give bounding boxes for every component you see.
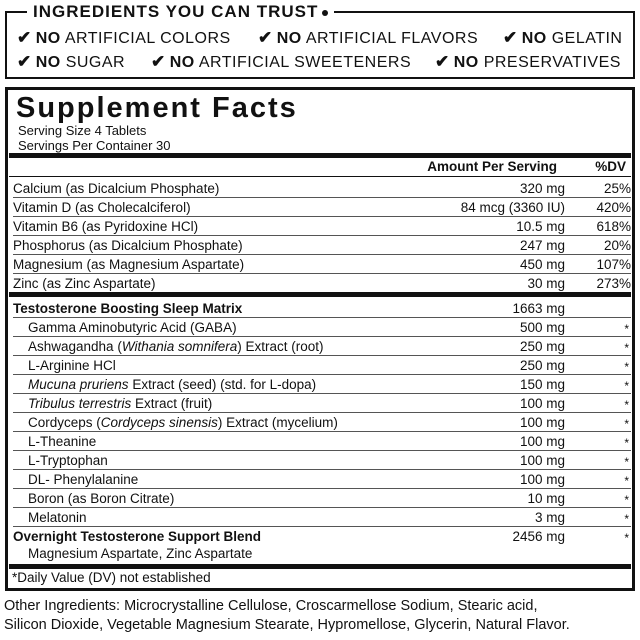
ingredient-row: Gamma Aminobutyric Acid (GABA) 500 mg * <box>13 318 631 337</box>
thick-divider <box>9 292 631 297</box>
ingredient-row: L-Arginine HCl 250 mg * <box>13 356 631 375</box>
nutrient-row: Magnesium (as Magnesium Aspartate) 450 mg 107% <box>13 257 631 272</box>
claim-no-sugar: ✔ NO SUGAR <box>17 52 126 71</box>
ingredients-trust-box <box>5 2 635 79</box>
ingredient-row: Ashwagandha (Withania somnifera) Extract (root) 250 mg * <box>13 337 631 356</box>
nutrient-row: Zinc (as Zinc Aspartate) 30 mg 273% <box>13 276 631 291</box>
ingredient-row: Tribulus terrestris Extract (fruit) 100 mg * <box>13 394 631 413</box>
check-icon: ✔ <box>258 28 273 47</box>
bullet-dot-icon <box>322 10 328 16</box>
servings-per-container: Servings Per Container 30 <box>18 138 171 153</box>
blend-row: Overnight Testosterone Support Blend 2456 mg * <box>13 529 629 545</box>
other-ingredients: Other Ingredients: Microcrystalline Cellulose, Croscarmellose Sodium, Stearic acid, Silicon Dioxide, Vegetable Magnesium Stearate, Hypromellose, Glycerin, Natural Flavor. <box>4 598 570 633</box>
thick-divider <box>9 564 631 569</box>
ingredient-row: Boron (as Boron Citrate) 10 mg * <box>13 489 631 508</box>
serving-size: Serving Size 4 Tablets <box>18 123 147 138</box>
ingredient-row: L-Tryptophan 100 mg * <box>13 451 631 470</box>
nutrient-row: Calcium (as Dicalcium Phosphate) 320 mg 25% <box>13 181 631 196</box>
ingredient-row: Mucuna pruriens Extract (seed) (std. for L-dopa) 150 mg * <box>13 375 631 394</box>
dv-footnote: *Daily Value (DV) not established <box>12 570 211 585</box>
ingredient-row: L-Theanine 100 mg * <box>13 432 631 451</box>
blend-contents-row: Magnesium Aspartate, Zinc Aspartate <box>28 546 253 561</box>
nutrient-row: Vitamin B6 (as Pyridoxine HCl) 10.5 mg 618% <box>13 219 631 234</box>
thick-divider <box>9 153 631 158</box>
check-icon: ✔ <box>17 28 32 47</box>
nutrient-row: Phosphorus (as Dicalcium Phosphate) 247 mg 20% <box>13 238 631 253</box>
header-dv: %DV <box>595 159 626 174</box>
check-icon: ✔ <box>503 28 518 47</box>
header-divider <box>9 176 631 177</box>
nutrient-row: Vitamin D (as Cholecalciferol) 84 mcg (3360 IU) 420% <box>13 200 631 215</box>
check-icon: ✔ <box>435 52 450 71</box>
claim-no-artificial-flavors: ✔ NO ARTIFICIAL FLAVORS <box>258 28 479 47</box>
check-icon: ✔ <box>151 52 166 71</box>
ingredient-row: Cordyceps (Cordyceps sinensis) Extract (mycelium) 100 mg * <box>13 413 631 432</box>
trust-title: INGREDIENTS YOU CAN TRUST <box>27 2 334 22</box>
claim-no-artificial-colors: ✔ NO ARTIFICIAL COLORS <box>17 28 231 47</box>
check-icon: ✔ <box>17 52 32 71</box>
ingredient-row: DL- Phenylalanine 100 mg * <box>13 470 631 489</box>
blend-row: Testosterone Boosting Sleep Matrix 1663 mg <box>13 299 631 318</box>
claim-no-artificial-sweeteners: ✔ NO ARTIFICIAL SWEETENERS <box>151 52 412 71</box>
claim-no-gelatin: ✔ NO GELATIN <box>503 28 623 47</box>
claim-no-preservatives: ✔ NO PRESERVATIVES <box>435 52 621 71</box>
ingredient-row: Melatonin 3 mg * <box>13 508 631 527</box>
facts-title: Supplement Facts <box>16 92 298 124</box>
header-amount-per-serving: Amount Per Serving <box>427 159 557 174</box>
